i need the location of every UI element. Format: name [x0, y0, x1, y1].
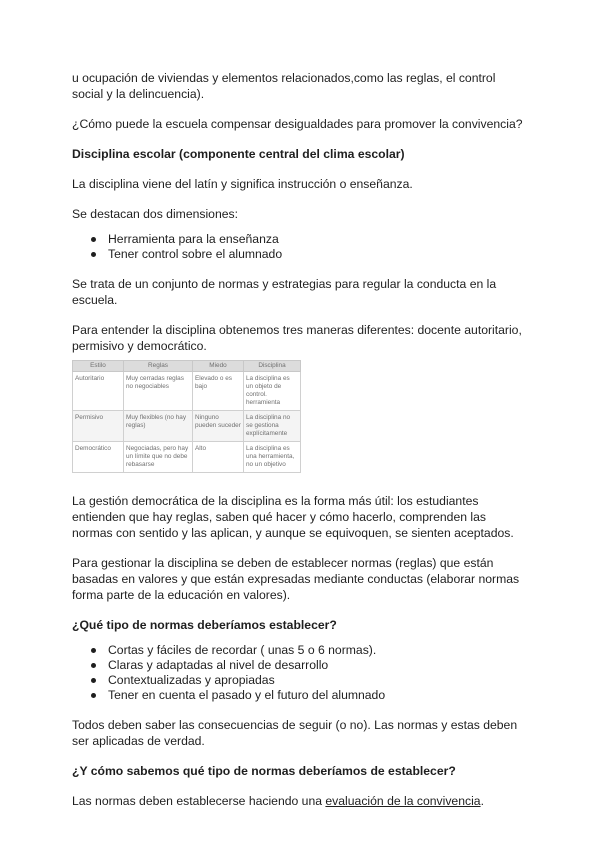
list-item: Claras y adaptadas al nivel de desarrollo: [108, 658, 528, 673]
list-item: Tener control sobre el alumnado: [108, 247, 528, 262]
paragraph-definition: La disciplina viene del latín y significa instrucción o enseñanza.: [72, 177, 413, 191]
paragraph-gestionar-disciplina: Para gestionar la disciplina se deben de establecer normas (reglas) que están basadas en valores y que están expresadas mediante conductas (elaborar normas forma parte de la educación en valores).: [72, 556, 520, 602]
table-header-row: [73, 361, 301, 372]
paragraph-evaluacion: [72, 793, 528, 809]
document-body: [72, 70, 528, 823]
evaluacion-suffix-text: .: [480, 794, 484, 808]
paragraph-normas-estrategias: Se trata de un conjunto de normas y estrategias para regular la conducta en la escuela.: [72, 277, 497, 307]
paragraph-dimensions-intro: Se destacan dos dimensiones:: [72, 207, 238, 221]
table-cell: La disciplina es un objeto de control. herramienta: [244, 372, 301, 411]
heading-disciplina-escolar: Disciplina escolar (componente central del clima escolar): [72, 147, 405, 161]
table-header-cell: Disciplina: [244, 361, 301, 372]
table-cell: Elevado o es bajo: [193, 372, 244, 411]
list-item: Herramienta para la enseñanza: [108, 232, 528, 247]
table-header-cell: Estilo: [73, 361, 124, 372]
list-item: Contextualizadas y apropiadas: [108, 673, 528, 688]
paragraph-tres-maneras: Para entender la disciplina obtenemos tres maneras diferentes: docente autoritario, permisivo y democrático.: [72, 323, 522, 353]
table-row: [73, 372, 301, 411]
table-row: [73, 442, 301, 473]
discipline-styles-table: [72, 360, 301, 473]
table-row: [73, 411, 301, 442]
list-normas: [72, 643, 528, 703]
heading-como-sabemos: ¿Y cómo sabemos qué tipo de normas deberíamos de establecer?: [72, 764, 456, 778]
table-cell: Democrático: [73, 442, 124, 473]
table-header-cell: Reglas: [124, 361, 193, 372]
list-dimensions: [72, 232, 528, 262]
table-cell: Muy flexibles (no hay reglas): [124, 411, 193, 442]
paragraph-intro-continuation: u ocupación de viviendas y elementos relacionados,como las reglas, el control social y la delincuencia).: [72, 71, 496, 101]
table-cell: Muy cerradas reglas no negociables: [124, 372, 193, 411]
heading-tipo-normas: ¿Qué tipo de normas deberíamos establecer?: [72, 618, 337, 632]
table-cell: Autoritario: [73, 372, 124, 411]
list-item: Cortas y fáciles de recordar ( unas 5 o 6 normas).: [108, 643, 528, 658]
table-cell: La disciplina no se gestiona explícitamente: [244, 411, 301, 442]
evaluacion-convivencia-link[interactable]: evaluación de la convivencia: [325, 794, 481, 808]
list-item: Tener en cuenta el pasado y el futuro del alumnado: [108, 688, 528, 703]
paragraph-consecuencias: Todos deben saber las consecuencias de seguir (o no). Las normas y estas deben ser aplicadas de verdad.: [72, 718, 518, 748]
paragraph-gestion-democratica: La gestión democrática de la disciplina es la forma más útil: los estudiantes entienden que hay reglas, saben qué hacer y cómo hacerlo, comprenden las normas con sentido y las aplican, y aunque se equivoquen, se sienten aceptados.: [72, 494, 514, 540]
table-cell: Negociadas, pero hay un límite que no debe rebasarse: [124, 442, 193, 473]
table-cell: Permisivo: [73, 411, 124, 442]
table-cell: Ninguno pueden suceder: [193, 411, 244, 442]
evaluacion-prefix-text: Las normas deben establecerse haciendo una: [72, 794, 326, 808]
paragraph-question-convivencia: ¿Cómo puede la escuela compensar desigualdades para promover la convivencia?: [72, 117, 523, 131]
table-cell: La disciplina es una herramienta, no un objetivo: [244, 442, 301, 473]
table-cell: Alto: [193, 442, 244, 473]
table-header-cell: Miedo: [193, 361, 244, 372]
